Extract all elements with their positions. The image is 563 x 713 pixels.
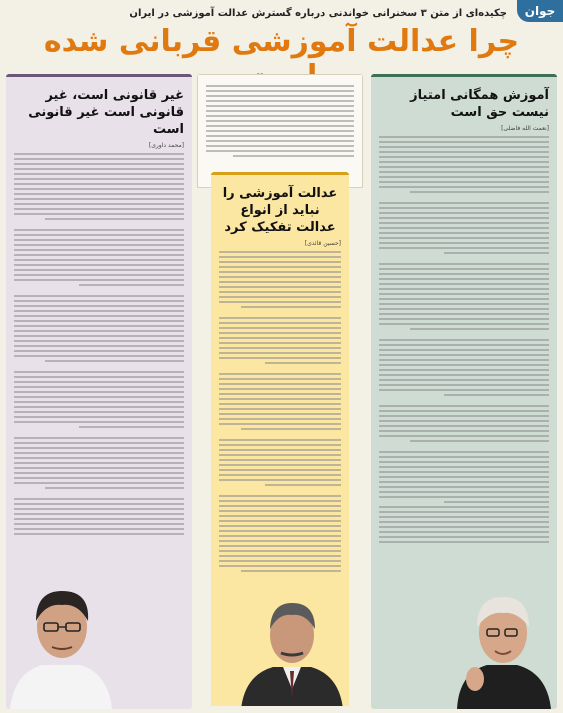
article-right [371, 74, 557, 709]
article-middle-box [211, 172, 349, 706]
article-right-title: آموزش همگانی امتیاز نیست حق است [410, 88, 549, 120]
article-left [6, 74, 192, 709]
portrait-photo-middle [237, 589, 347, 706]
article-left-title: غیر قانونی است، غیر قانونی است غیر قانونی است [28, 88, 184, 137]
article-middle-byline: [حسین قائدی] [304, 240, 341, 247]
article-middle [197, 74, 363, 706]
portrait-photo-left [6, 569, 116, 709]
article-left-byline: [محمد داوری] [148, 142, 184, 149]
article-right-body [379, 136, 549, 543]
intro-text-box [197, 74, 363, 188]
article-middle-title: عدالت آموزشی را نباید از انواع عدالت تفکیک کرد [222, 186, 338, 235]
article-middle-body [219, 251, 341, 572]
portrait-photo-right [447, 581, 557, 709]
brand-logo [517, 0, 563, 22]
article-right-byline: [نعمت الله فاضلی] [501, 125, 549, 132]
page-headline: چرا عدالت آموزشی قربانی شده [43, 24, 520, 59]
kicker-text: چکیده‌ای از متن ۳ سخنرانی خواندنی درباره گسترش عدالت آموزشی در ایران [129, 8, 507, 19]
brand-label: جوان [524, 4, 556, 18]
article-left-body [14, 153, 184, 535]
